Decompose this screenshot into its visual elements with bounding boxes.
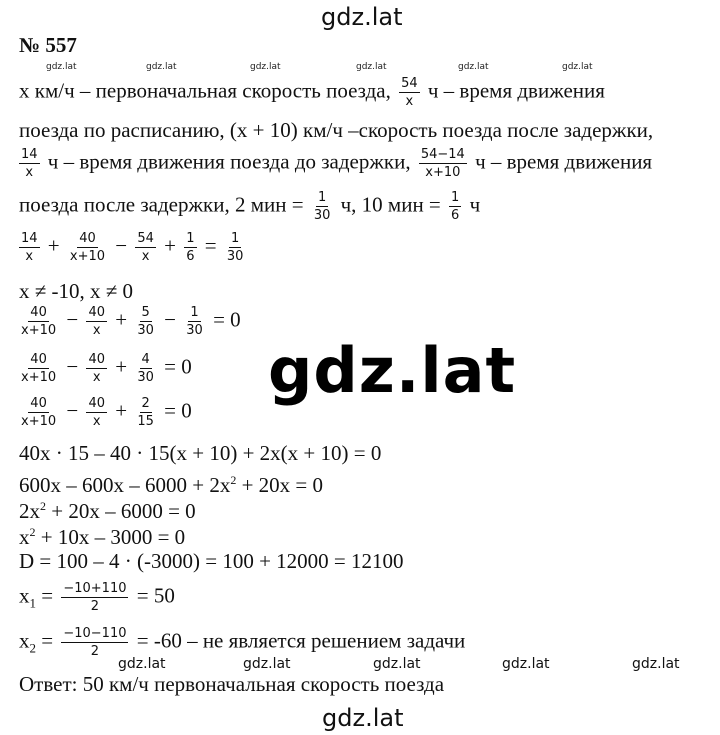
fraction-numerator: 2: [141, 396, 150, 411]
watermark-row-item: gdz.lat: [118, 656, 166, 672]
fraction-denominator: x+10: [21, 414, 57, 429]
equation-rhs: = -60 – не является решением задачи: [136, 628, 466, 653]
fraction-numerator: 40: [30, 305, 47, 320]
text-line-4: [19, 190, 480, 223]
equation-8: [19, 520, 185, 549]
subscript: 2: [29, 640, 36, 656]
exponent: 2: [40, 499, 46, 513]
watermark-row-item: gdz.lat: [632, 656, 680, 672]
expression: 2x: [19, 499, 40, 523]
fraction-numerator: 40: [79, 231, 96, 246]
equation-6: [19, 468, 323, 497]
fraction: [184, 231, 196, 264]
fraction-denominator: 30: [313, 208, 331, 223]
fraction-numerator: 54: [137, 231, 154, 246]
text-segment: ч, 10 мин =: [340, 192, 441, 217]
fraction-denominator: 30: [226, 249, 244, 264]
operator: =: [41, 628, 54, 653]
fraction: [19, 305, 58, 338]
operator: =: [41, 583, 54, 608]
fraction-numerator: −10+110: [63, 581, 127, 596]
fraction-numerator: 1: [190, 305, 199, 320]
fraction-denominator: 30: [186, 323, 203, 338]
text-segment: ч – время движения: [427, 78, 605, 103]
watermark-small: gdz.lat: [250, 62, 281, 72]
fraction-denominator: 30: [137, 323, 154, 338]
problem-number: № 557: [19, 33, 77, 57]
text-segment: ч – время движения поезда до задержки,: [47, 149, 411, 174]
operator: +: [115, 398, 128, 423]
watermark-small: gdz.lat: [562, 62, 593, 72]
fraction: [225, 231, 246, 264]
equation-rhs: = 50: [136, 583, 175, 608]
equation-rhs: = 0: [213, 307, 241, 332]
fraction-denominator: x: [92, 414, 101, 429]
exponent: 2: [29, 525, 36, 539]
fraction-denominator: x: [405, 94, 414, 109]
operator: −: [66, 307, 79, 332]
fraction-denominator: 30: [137, 370, 154, 385]
text-segment: x км/ч – первоначальная скорость поезда,: [19, 78, 391, 103]
fraction: [19, 396, 58, 429]
text-line-3: [19, 147, 652, 180]
fraction-denominator: x: [25, 165, 34, 180]
fraction-denominator: x: [92, 323, 101, 338]
operator: −: [115, 233, 128, 258]
fraction-numerator: 14: [21, 231, 38, 246]
text-segment: поезда после задержки, 2 мин =: [19, 192, 304, 217]
fraction: [312, 190, 333, 223]
fraction-numerator: 1: [231, 231, 240, 246]
fraction: [19, 147, 40, 180]
fraction-numerator: 54−14: [420, 147, 465, 162]
variable: x: [19, 628, 30, 653]
fraction-numerator: 40: [30, 352, 47, 367]
fraction: [184, 305, 205, 338]
answer-line: Ответ: 50 км/ч первоначальная скорость поезда: [19, 672, 445, 696]
equation-7: [19, 494, 196, 523]
fraction: [19, 352, 58, 385]
fraction: [68, 231, 107, 264]
fraction: [135, 305, 156, 338]
expression: 600x – 600x – 6000 + 2x: [19, 473, 231, 497]
fraction: [135, 352, 156, 385]
subscript: 1: [29, 595, 36, 611]
fraction-denominator: x+10: [21, 370, 57, 385]
fraction: [399, 76, 420, 109]
operator: +: [164, 233, 177, 258]
fraction-numerator: 40: [88, 305, 106, 320]
operator: +: [115, 307, 128, 332]
fraction-numerator: 1: [186, 231, 195, 246]
discriminant: D = 100 – 4 · (-3000) = 100 + 12000 = 12100: [19, 549, 404, 573]
fraction: [135, 396, 156, 429]
watermark-row-item: gdz.lat: [243, 656, 291, 672]
exponent: 2: [230, 473, 237, 487]
fraction-numerator: 14: [21, 147, 38, 162]
watermark-center: gdz.lat: [268, 334, 517, 407]
fraction-numerator: −10−110: [63, 626, 127, 641]
fraction-denominator: x+10: [21, 323, 57, 338]
fraction-denominator: 2: [90, 599, 100, 614]
fraction-numerator: 1: [451, 190, 460, 205]
operator: −: [164, 307, 177, 332]
watermark-small: gdz.lat: [46, 62, 77, 72]
fraction: [449, 190, 461, 223]
fraction-denominator: 15: [137, 414, 154, 429]
operator: −: [66, 398, 79, 423]
operator: −: [66, 354, 79, 379]
fraction-denominator: x: [141, 249, 150, 264]
fraction: [419, 147, 467, 180]
text-segment: ч – время движения: [475, 149, 653, 174]
equation-rhs: = 0: [164, 398, 192, 423]
fraction-denominator: x: [25, 249, 34, 264]
fraction-numerator: 54: [401, 76, 418, 91]
equation-4: [19, 396, 192, 429]
watermark-small: gdz.lat: [146, 62, 177, 72]
fraction: [86, 396, 107, 429]
watermark-row-item: gdz.lat: [502, 656, 550, 672]
fraction-numerator: 40: [88, 352, 106, 367]
fraction-numerator: 4: [141, 352, 150, 367]
fraction-denominator: x+10: [425, 165, 461, 180]
fraction: [86, 305, 107, 338]
fraction: [19, 231, 40, 264]
fraction: [61, 626, 128, 659]
watermark-small: gdz.lat: [356, 62, 387, 72]
watermark-small: gdz.lat: [458, 62, 489, 72]
text-line-2: поезда по расписанию, (x + 10) км/ч –скорость поезда после задержки,: [19, 118, 654, 142]
fraction-numerator: 1: [317, 190, 327, 205]
fraction: [135, 231, 156, 264]
operator: =: [204, 233, 217, 258]
fraction-denominator: 6: [451, 208, 460, 223]
fraction-denominator: 6: [186, 249, 195, 264]
equation-2: [19, 305, 241, 338]
fraction-numerator: 5: [141, 305, 150, 320]
expression: + 20x – 6000 = 0: [46, 499, 196, 523]
expression: + 20x = 0: [236, 473, 324, 497]
fraction-numerator: 40: [30, 396, 47, 411]
fraction: [61, 581, 128, 614]
equation-5: 40x · 15 – 40 · 15(x + 10) + 2x(x + 10) = 0: [19, 441, 382, 465]
equation-rhs: = 0: [164, 354, 192, 379]
fraction-denominator: x+10: [69, 249, 106, 264]
watermark-footer: gdz.lat: [322, 704, 404, 732]
operator: +: [115, 354, 128, 379]
variable: x: [19, 583, 30, 608]
fraction: [86, 352, 107, 385]
fraction-denominator: x: [92, 370, 101, 385]
equation-1: [19, 231, 248, 264]
watermark-header: gdz.lat: [321, 3, 403, 31]
domain-condition: x ≠ -10, x ≠ 0: [19, 279, 134, 303]
expression: x: [19, 525, 30, 549]
operator: +: [47, 233, 60, 258]
fraction-numerator: 40: [88, 396, 106, 411]
equation-3: [19, 352, 192, 385]
text-line-1: [19, 76, 605, 109]
root-x1: [19, 581, 175, 616]
fraction-denominator: 2: [90, 644, 100, 659]
watermark-row-item: gdz.lat: [373, 656, 421, 672]
text-segment: ч: [469, 192, 481, 217]
expression: + 10x – 3000 = 0: [35, 525, 186, 549]
